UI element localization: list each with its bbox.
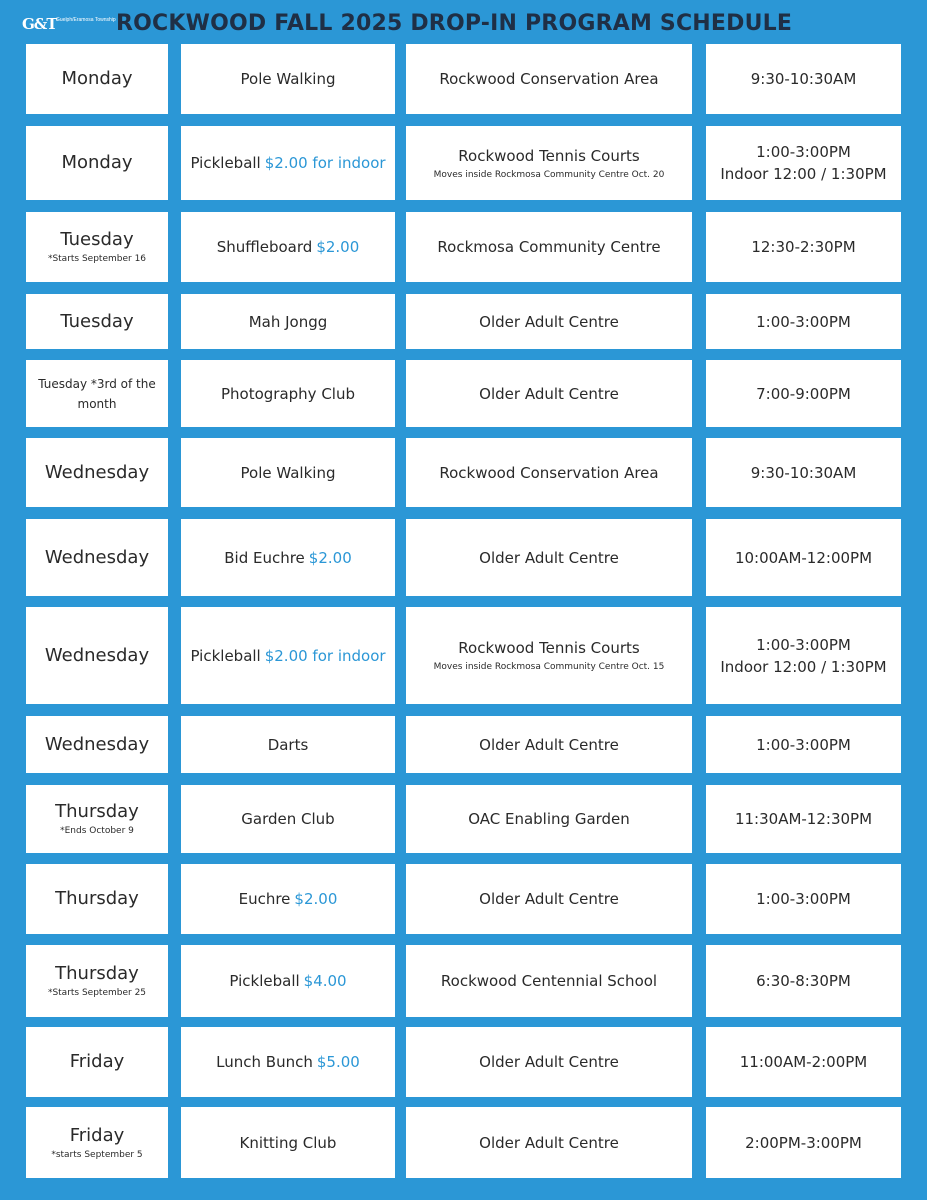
- time-cell: [706, 716, 901, 773]
- program-line: [239, 889, 338, 909]
- location-name: Rockwood Tennis Courts: [458, 639, 640, 657]
- program-cell: [181, 1027, 395, 1097]
- program-price: $2.00 for indoor: [264, 646, 386, 665]
- program-name: Pickleball: [229, 972, 300, 990]
- time-value: 9:30-10:30AM: [750, 463, 857, 482]
- program-line: [190, 646, 385, 666]
- location-cell: [406, 1107, 692, 1178]
- page-title: ROCKWOOD FALL 2025 DROP-IN PROGRAM SCHEDULE: [116, 11, 793, 36]
- program-cell: [181, 212, 395, 282]
- program-line: [241, 809, 334, 829]
- day-label: Thursday: [55, 801, 139, 822]
- day-cell: [26, 126, 168, 200]
- program-name: Garden Club: [241, 810, 335, 828]
- day-label: Monday: [61, 152, 133, 173]
- location-note: Moves inside Rockmosa Community Centre Oct. 20: [433, 169, 665, 180]
- program-name: Mah Jongg: [248, 312, 328, 331]
- day-note: *Ends October 9: [60, 826, 134, 836]
- time-value: 6:30-8:30PM: [756, 972, 851, 990]
- location-name: Older Adult Centre: [479, 312, 619, 331]
- day-cell: [26, 785, 168, 853]
- program-cell: [181, 519, 395, 596]
- time-value: 1:00-3:00PM: [756, 635, 851, 654]
- day-label: Thursday: [55, 888, 139, 909]
- program-cell: [181, 716, 395, 773]
- program-name: Photography Club: [220, 384, 355, 403]
- program-name: Pickleball: [190, 646, 261, 665]
- program-cell: [181, 126, 395, 200]
- location-cell: [406, 44, 692, 114]
- time-cell: [706, 212, 901, 282]
- day-cell: [26, 360, 168, 427]
- day-cell: [26, 716, 168, 773]
- program-cell: [181, 44, 395, 114]
- program-line: [241, 463, 336, 483]
- program-name: Lunch Bunch: [216, 1053, 313, 1071]
- program-line: [249, 312, 328, 332]
- location-name: Rockwood Tennis Courts: [458, 146, 640, 165]
- program-price: $2.00: [308, 548, 352, 567]
- program-line: [216, 1052, 360, 1072]
- program-price: $4.00: [303, 972, 347, 990]
- day-cell: [26, 1027, 168, 1097]
- time-cell: [706, 438, 901, 507]
- day-note: *Starts September 16: [47, 254, 147, 264]
- program-name: Shuffleboard: [216, 238, 313, 256]
- time-value: 1:00-3:00PM: [756, 143, 851, 161]
- time-cell: [706, 785, 901, 853]
- location-name: Older Adult Centre: [479, 384, 619, 403]
- program-name: Euchre: [238, 890, 291, 908]
- time-cell: [706, 1107, 901, 1178]
- location-name: Older Adult Centre: [479, 548, 619, 567]
- location-cell: [406, 864, 692, 934]
- location-name: Rockmosa Community Centre: [437, 238, 661, 256]
- time-cell: [706, 519, 901, 596]
- day-label: Friday: [69, 1051, 125, 1072]
- time-cell: [706, 44, 901, 114]
- day-label: Friday: [69, 1124, 125, 1146]
- day-label: Thursday: [55, 963, 139, 984]
- day-label: Wednesday: [44, 644, 150, 666]
- program-cell: [181, 945, 395, 1017]
- logo-text: Guelph/Eramosa Township: [56, 17, 116, 23]
- time-cell: [706, 1027, 901, 1097]
- program-line: [224, 548, 352, 568]
- day-cell: [26, 607, 168, 704]
- location-cell: [406, 519, 692, 596]
- day-label: Tuesday: [60, 229, 134, 250]
- location-cell: [406, 1027, 692, 1097]
- location-cell: [406, 785, 692, 853]
- day-cell: [26, 519, 168, 596]
- time-value-indoor: Indoor 12:00 / 1:30PM: [720, 165, 887, 183]
- time-value-indoor: Indoor 12:00 / 1:30PM: [720, 657, 887, 676]
- location-cell: [406, 945, 692, 1017]
- time-value: 10:00AM-12:00PM: [734, 548, 873, 567]
- program-cell: [181, 438, 395, 507]
- location-name: Rockwood Conservation Area: [439, 463, 659, 482]
- time-value: 12:30-2:30PM: [751, 238, 856, 256]
- time-cell: [706, 945, 901, 1017]
- day-label: Wednesday: [44, 733, 150, 755]
- program-price: $2.00: [316, 238, 360, 256]
- program-cell: [181, 294, 395, 349]
- location-cell: [406, 438, 692, 507]
- day-label: Monday: [61, 68, 133, 89]
- location-cell: [406, 716, 692, 773]
- program-name: Pole Walking: [240, 70, 336, 88]
- location-cell: [406, 607, 692, 704]
- program-line: [241, 69, 336, 89]
- location-cell: [406, 360, 692, 427]
- location-name: Older Adult Centre: [479, 735, 619, 754]
- time-cell: [706, 607, 901, 704]
- time-value: 2:00PM-3:00PM: [745, 1133, 862, 1152]
- time-cell: [706, 864, 901, 934]
- time-value: 7:00-9:00PM: [756, 384, 851, 403]
- time-value: 1:00-3:00PM: [756, 890, 851, 908]
- location-name: OAC Enabling Garden: [468, 810, 630, 828]
- day-cell: [26, 864, 168, 934]
- program-cell: [181, 864, 395, 934]
- program-line: [217, 237, 360, 257]
- time-value: 11:00AM-2:00PM: [739, 1053, 868, 1071]
- program-name: Pole Walking: [240, 463, 336, 482]
- day-note: *Starts September 25: [47, 988, 147, 998]
- time-value: 1:00-3:00PM: [756, 312, 851, 331]
- time-cell: [706, 126, 901, 200]
- time-cell: [706, 360, 901, 427]
- time-cell: [706, 294, 901, 349]
- program-line: [190, 153, 385, 173]
- day-label: Wednesday: [44, 461, 150, 483]
- time-value: 9:30-10:30AM: [750, 70, 857, 88]
- program-name: Knitting Club: [239, 1133, 337, 1152]
- location-name: Older Adult Centre: [479, 1133, 619, 1152]
- program-name: Bid Euchre: [224, 548, 305, 567]
- day-cell: [26, 294, 168, 349]
- location-cell: [406, 294, 692, 349]
- program-cell: [181, 785, 395, 853]
- location-note: Moves inside Rockmosa Community Centre Oct. 15: [433, 662, 665, 672]
- program-cell: [181, 360, 395, 427]
- day-cell: [26, 212, 168, 282]
- program-line: [268, 735, 309, 755]
- day-label: Tuesday: [60, 310, 134, 332]
- program-price: $5.00: [316, 1053, 360, 1071]
- program-price: $2.00 for indoor: [264, 154, 386, 172]
- logo-mark: G&T: [22, 15, 57, 33]
- day-note: *starts September 5: [51, 1149, 143, 1160]
- program-line: [229, 971, 346, 991]
- day-label: Tuesday *3rd of the month: [38, 376, 156, 411]
- location-name: Rockwood Conservation Area: [439, 70, 659, 88]
- location-name: Older Adult Centre: [479, 890, 619, 908]
- program-name: Darts: [267, 735, 309, 754]
- program-cell: [181, 1107, 395, 1178]
- program-line: [240, 1133, 337, 1153]
- program-price: $2.00: [294, 890, 338, 908]
- day-cell: [26, 438, 168, 507]
- program-line: [221, 384, 355, 404]
- location-name: Older Adult Centre: [479, 1053, 619, 1071]
- location-name: Rockwood Centennial School: [440, 972, 658, 990]
- location-cell: [406, 126, 692, 200]
- day-cell: [26, 945, 168, 1017]
- day-cell: [26, 1107, 168, 1178]
- program-name: Pickleball: [190, 154, 261, 172]
- program-cell: [181, 607, 395, 704]
- time-value: 11:30AM-12:30PM: [734, 810, 873, 828]
- day-label: Wednesday: [44, 546, 150, 568]
- day-cell: [26, 44, 168, 114]
- time-value: 1:00-3:00PM: [756, 735, 851, 754]
- location-cell: [406, 212, 692, 282]
